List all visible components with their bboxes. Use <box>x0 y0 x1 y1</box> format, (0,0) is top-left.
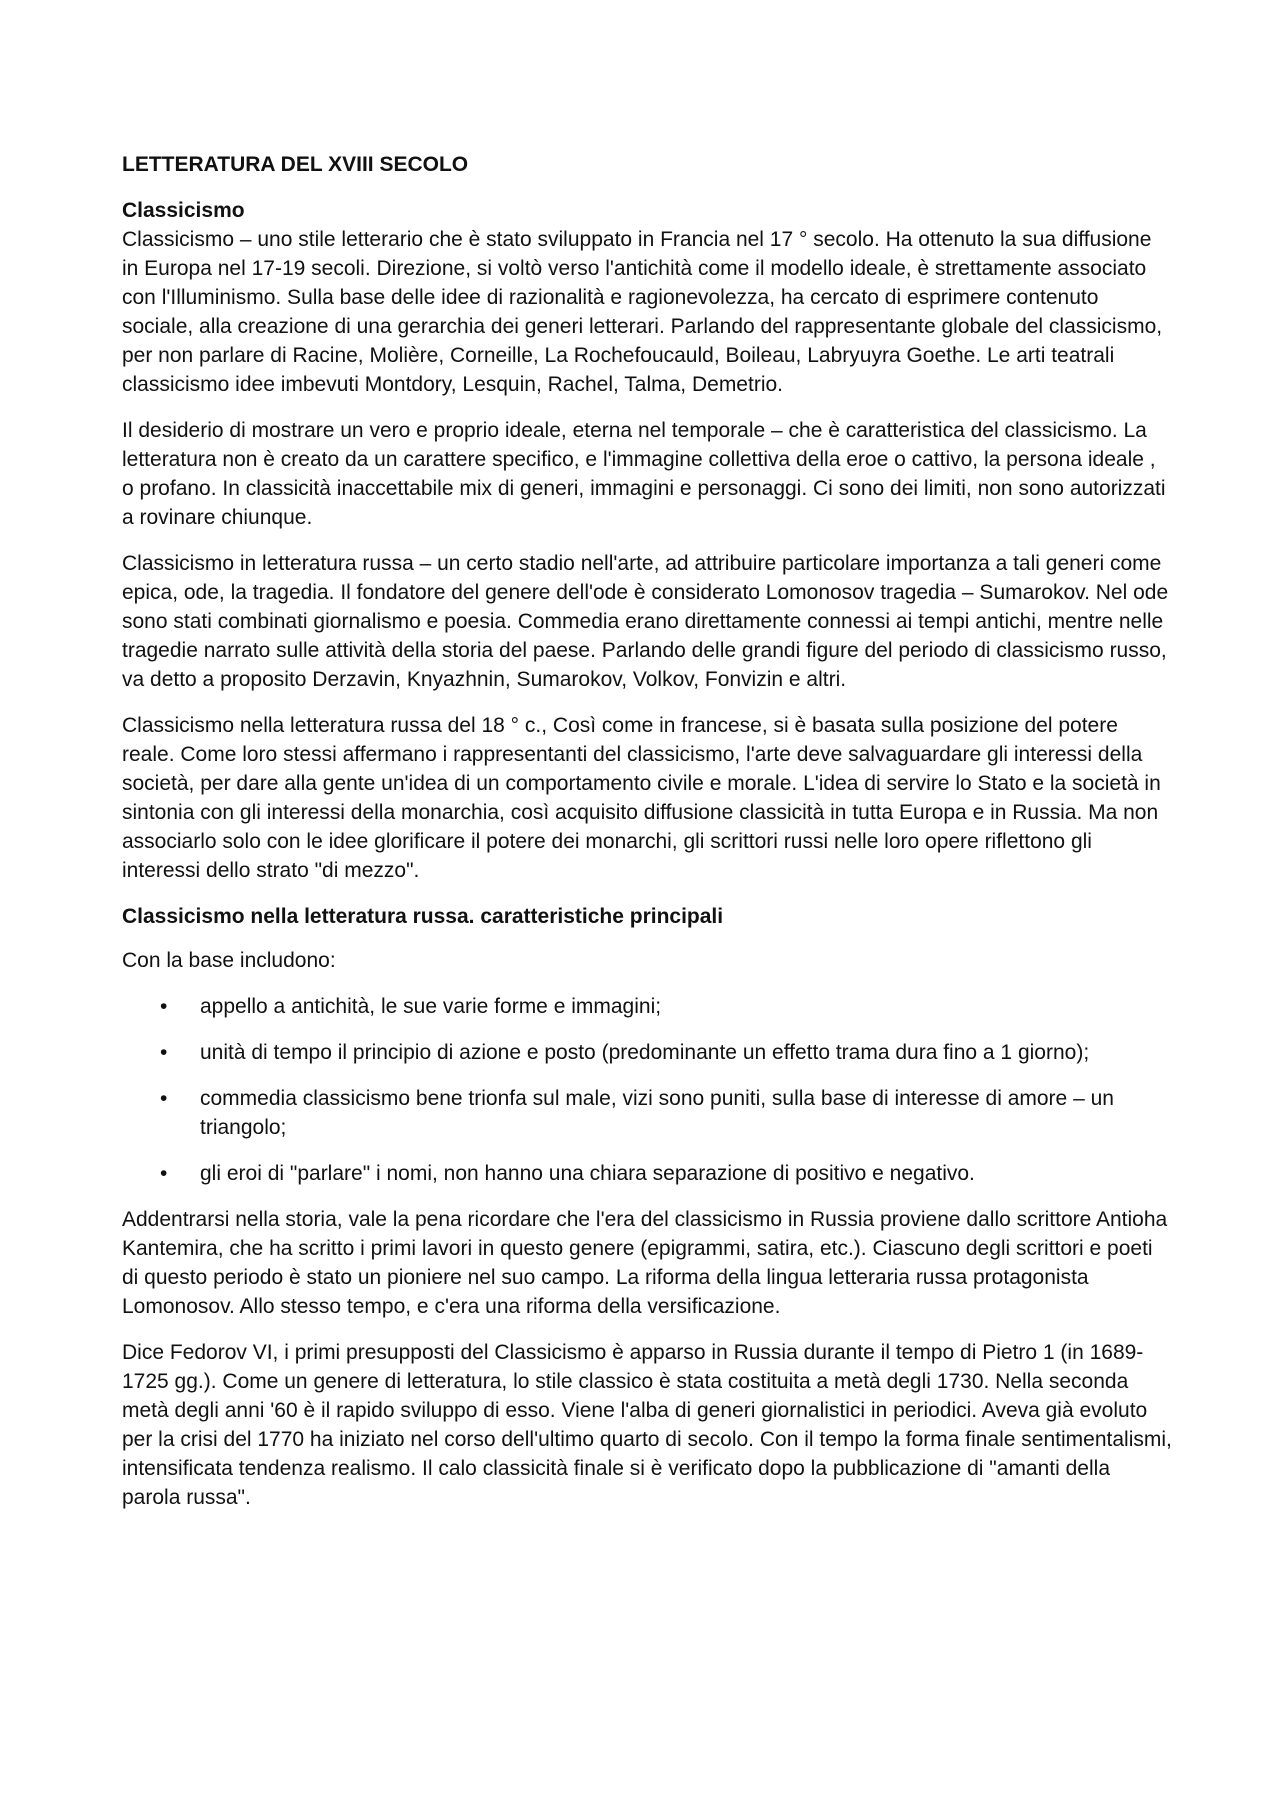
list-item <box>122 1038 1172 1067</box>
section-heading-classicismo: Classicismo <box>122 199 245 222</box>
list-item <box>122 992 1172 1021</box>
characteristics-list <box>122 992 1172 1188</box>
paragraph-ideale: Il desiderio di mostrare un vero e proprio ideale, eterna nel temporale – che è caratteristica del classicismo. La letteratura non è creato da un carattere specifico, e l'immagine collettiva della eroe o cattivo, la persona ideale , o profano. In classicità inaccettabile mix di generi, immagini e personaggi. Ci sono dei limiti, non sono autorizzati a rovinare chiunque. <box>122 419 1166 529</box>
list-item-text: commedia classicismo bene trionfa sul male, vizi sono puniti, sulla base di interesse di amore – un triangolo; <box>200 1087 1114 1139</box>
paragraph-base-includono: Con la base includono: <box>122 949 336 972</box>
section-heading-caratteristiche: Classicismo nella letteratura russa. caratteristiche principali <box>122 905 724 928</box>
bullet-icon: • <box>160 1087 168 1110</box>
document-title: LETTERATURA DEL XVIII SECOLO <box>122 153 469 176</box>
list-item-text: appello a antichità, le sue varie forme e immagini; <box>200 995 662 1018</box>
bullet-icon: • <box>160 1041 168 1064</box>
document-page <box>122 150 1172 1529</box>
bullet-icon: • <box>160 995 168 1018</box>
bullet-icon: • <box>160 1162 168 1185</box>
list-item-text: unità di tempo il principio di azione e posto (predominante un effetto trama dura fino a 1 giorno); <box>200 1041 1090 1064</box>
list-item <box>122 1159 1172 1188</box>
list-item-text: gli eroi di "parlare" i nomi, non hanno una chiara separazione di positivo e negativo. <box>200 1162 975 1185</box>
paragraph-intro: Classicismo – uno stile letterario che è stato sviluppato in Francia nel 17 ° secolo. Ha ottenuto la sua diffusione in Europa nel 17-19 secoli. Direzione, si voltò verso l'antichità come il modello ideale, è strettamente associato con l'Illuminismo. Sulla base delle idee di razionalità e ragionevolezza, ha cercato di esprimere contenuto sociale, alla creazione di una gerarchia dei generi letterari. Parlando del rappresentante globale del classicismo, per non parlare di Racine, Molière, Corneille, La Rochefoucauld, Boileau, Labryuyra Goethe. Le arti teatrali classicismo idee imbevuti Montdory, Lesquin, Rachel, Talma, Demetrio. <box>122 228 1163 396</box>
paragraph-fedorov: Dice Fedorov VI, i primi presupposti del Classicismo è apparso in Russia durante il tempo di Pietro 1 (in 1689-1725 gg.). Come un genere di letteratura, lo stile classico è stata costituita a metà degli 1730. Nella seconda metà degli anni '60 è il rapido sviluppo di esso. Viene l'alba di generi giornalistici in periodici. Aveva già evoluto per la crisi del 1770 ha iniziato nel corso dell'ultimo quarto di secolo. Con il tempo la forma finale sentimentalismi, intensificata tendenza realismo. Il calo classicità finale si è verificato dopo la pubblicazione di "amanti della parola russa". <box>122 1341 1172 1509</box>
paragraph-letteratura-russa: Classicismo in letteratura russa – un certo stadio nell'arte, ad attribuire particolare importanza a tali generi come epica, ode, la tragedia. Il fondatore del genere dell'ode è considerato Lomonosov tragedia – Sumarokov. Nel ode sono stati combinati giornalismo e poesia. Commedia erano direttamente connessi ai tempi antichi, mentre nelle tragedie narrato sulle attività della storia del paese. Parlando delle grandi figure del periodo di classicismo russo, va detto a proposito Derzavin, Knyazhnin, Sumarokov, Volkov, Fonvizin e altri. <box>122 552 1169 691</box>
list-item <box>122 1084 1172 1142</box>
paragraph-potere-reale: Classicismo nella letteratura russa del 18 ° c., Così come in francese, si è basata sulla posizione del potere reale. Come loro stessi affermano i rappresentanti del classicismo, l'arte deve salvaguardare gli interessi della società, per dare alla gente un'idea di un comportamento civile e morale. L'idea di servire lo Stato e la società in sintonia con gli interessi della monarchia, così acquisito diffusione classicità in tutta Europa e in Russia. Ma non associarlo solo con le idee glorificare il potere dei monarchi, gli scrittori russi nelle loro opere riflettono gli interessi dello strato "di mezzo". <box>122 714 1161 882</box>
paragraph-storia: Addentrarsi nella storia, vale la pena ricordare che l'era del classicismo in Russia proviene dallo scrittore Antioha Kantemira, che ha scritto i primi lavori in questo genere (epigrammi, satira, etc.). Ciascuno degli scrittori e poeti di questo periodo è stato un pioniere nel suo campo. La riforma della lingua letteraria russa protagonista Lomonosov. Allo stesso tempo, e c'era una riforma della versificazione. <box>122 1208 1168 1318</box>
